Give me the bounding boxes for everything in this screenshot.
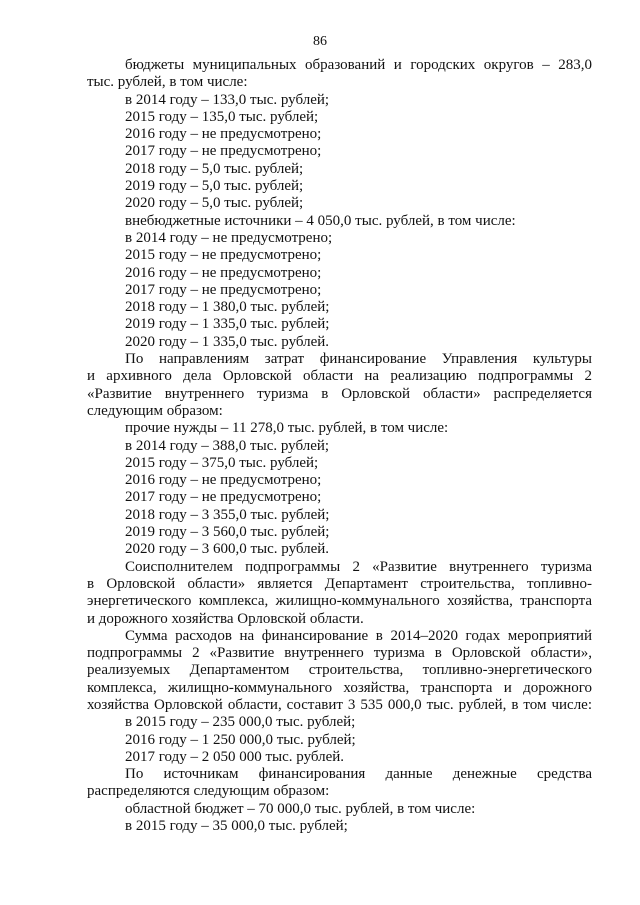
text-line: 2017 году – 2 050 000 тыс. рублей. (125, 748, 345, 765)
text-line: хозяйства Орловской области, составит 3 535 000,0 тыс. рублей, в том числе: (87, 696, 592, 713)
text-line: 2015 году – не предусмотрено; (125, 247, 322, 264)
page-number: 86 (313, 34, 327, 49)
text-line: подпрограммы 2 «Развитие внутреннего туризма в Орловской области», (87, 645, 592, 662)
text-line: 2016 году – 1 250 000,0 тыс. рублей; (125, 731, 356, 748)
text-line: 2019 году – 5,0 тыс. рублей; (125, 178, 304, 195)
text-line: По источникам финансирования данные денежные средства (125, 766, 592, 783)
text-line: внебюджетные источники – 4 050,0 тыс. рублей, в том числе: (125, 212, 516, 229)
text-line: 2018 году – 1 380,0 тыс. рублей; (125, 299, 330, 316)
text-line: в 2014 году – 388,0 тыс. рублей; (125, 437, 330, 454)
text-line: «Развитие внутреннего туризма в Орловской области» распределяется (87, 385, 592, 402)
text-line: и архивного дела Орловской области на реализацию подпрограммы 2 (87, 368, 592, 385)
text-line: в 2015 году – 235 000,0 тыс. рублей; (125, 714, 356, 731)
text-line: в 2015 году – 35 000,0 тыс. рублей; (125, 818, 348, 835)
text-line: прочие нужды – 11 278,0 тыс. рублей, в том числе: (125, 420, 449, 437)
document-body (87, 57, 592, 835)
text-line: следующим образом: (87, 402, 223, 419)
text-line: 2015 году – 135,0 тыс. рублей; (125, 108, 319, 125)
text-line: областной бюджет – 70 000,0 тыс. рублей, в том числе: (125, 800, 476, 817)
text-line: 2018 году – 5,0 тыс. рублей; (125, 160, 304, 177)
text-line: 2019 году – 1 335,0 тыс. рублей; (125, 316, 330, 333)
text-line: 2020 году – 1 335,0 тыс. рублей. (125, 333, 330, 350)
text-line: тыс. рублей, в том числе: (87, 74, 248, 91)
text-line: По направлениям затрат финансирование Управления культуры (125, 351, 592, 368)
text-line: 2016 году – не предусмотрено; (125, 264, 322, 281)
text-line: 2019 году – 3 560,0 тыс. рублей; (125, 524, 330, 541)
text-line: и дорожного хозяйства Орловской области. (87, 610, 364, 627)
text-line: 2020 году – 3 600,0 тыс. рублей. (125, 541, 330, 558)
text-line: 2017 году – не предусмотрено; (125, 281, 322, 298)
text-line: распределяются следующим образом: (87, 783, 330, 800)
text-line: 2018 году – 3 355,0 тыс. рублей; (125, 506, 330, 523)
text-line: в Орловской области» является Департамент строительства, топливно- (87, 575, 592, 592)
text-line: реализуемых Департаментом строительства, топливно-энергетического (87, 662, 592, 679)
text-line: 2017 году – не предусмотрено; (125, 143, 322, 160)
text-line: бюджеты муниципальных образований и городских округов – 283,0 (125, 57, 592, 73)
text-line: в 2014 году – не предусмотрено; (125, 229, 333, 246)
text-line: 2016 году – не предусмотрено; (125, 472, 322, 489)
text-line: энергетического комплекса, жилищно-коммунального хозяйства, транспорта (87, 593, 592, 610)
text-line: в 2014 году – 133,0 тыс. рублей; (125, 91, 330, 108)
text-line: Сумма расходов на финансирование в 2014–2020 годах мероприятий (125, 627, 592, 644)
text-line: 2015 году – 375,0 тыс. рублей; (125, 454, 319, 471)
text-line: 2020 году – 5,0 тыс. рублей; (125, 195, 304, 212)
text-line: 2016 году – не предусмотрено; (125, 126, 322, 143)
text-line: Соисполнителем подпрограммы 2 «Развитие внутреннего туризма (125, 558, 592, 575)
text-line: комплекса, жилищно-коммунального хозяйства, транспорта и дорожного (87, 679, 592, 696)
text-line: 2017 году – не предусмотрено; (125, 489, 322, 506)
